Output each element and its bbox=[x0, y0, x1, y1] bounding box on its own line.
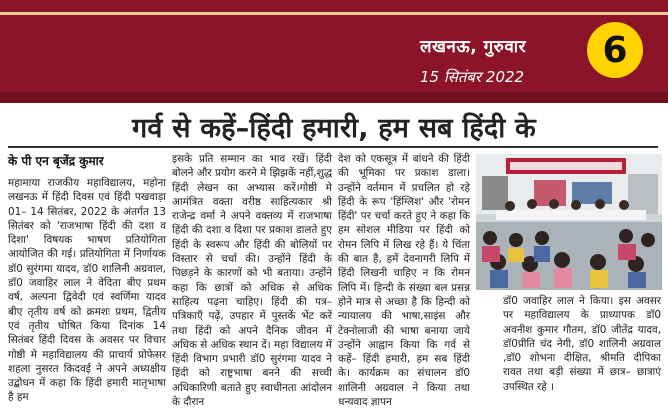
masthead-banner bbox=[0, 0, 668, 103]
article-column-1: महामाया राजकीय महाविद्यालय, महोना लखनऊ में हिंदी दिवस एवं हिंदी पखवाड़ा 01– 14 सितंबर, 2022 के अंतर्गत 13 सितंबर को 'राजभाषा हिंदी की दशा व दिशा' विषयक भाषण प्रतियोगिता आयोजित की गई। प्रतियोगिता में निर्णायक डॉ0 सुरंगमा यादव, डॉ0 शालिनी अग्रवाल, डॉ0 जवाहिर लाल ने वेदिता बीए प्रथम वर्ष, अल्पना द्विवेदी एवं स्वर्णिमा यादव बीए तृतीय वर्ष को क्रमशः प्रथम, द्वितीय एवं तृतीय घोषित किया दिनांक 14 सितंबर हिंदी दिवस के अवसर पर विचार गोष्ठी मे महाविद्यालय की प्राचार्य प्रोफेसर शहला नुसरत किदवई ने अपने अध्यक्षीय उद्बोधन में कहा कि हिंदी हमारी मातृभाषा है हम bbox=[8, 177, 166, 404]
article-column-2: इसके प्रति सम्मान का भाव रखें। हिंदी बोलने और प्रयोग करने मे झिझकें नहीं,शुद्ध हिंदी लेखन का अभ्यास करें।गोष्ठी मे आमंत्रित वक्ता वरीष्ठ साहित्यकार श्री राजेन्द्र वर्मा ने अपने वक्तव्य में राजभाषा हिंदी की दशा व दिशा पर प्रकाश डालते हुए हिंदी के स्वरूप और हिंदी की बोलियों पर विस्तार से चर्चा की। उन्होंने हिंदी के पिछड़ने के कारणों को भी बताया। उन्होंने कहा कि छात्रों को अधिक से अधिक साहित्य पढ़ना चाहिए। हिंदी की पत्र– पत्रिकाएँ पढ़ें, उपहार में पुस्तकें भेंट करें तथा हिंदी को अपने दैनिक जीवन में अधिक से अधिक स्थान दें। महा विद्यालय में हिंदी विभाग प्रभारी डॉ0 सुरंगमा यादव ने हिंदी को राष्ट्रभाषा बनने की सच्ची अधिकारिणी बताते हुए स्वाधीनता आंदोलन के दौरान bbox=[172, 153, 332, 409]
article-column-3: देश को एकसूत्र में बांधने की हिंदी की भूमिका पर प्रकाश डाला। उन्होंने वर्तमान में प्रचलित हो रहे हिंदी के रूप 'हिंग्लिश' और 'रोमन हिंदी' पर चर्चा करते हुए ने कहा कि हम सोशल मीडिया पर हिंदी को रोमन लिपि में लिख रहे हैं। ये चिंता की बात है, हमें देवनागरी लिपि में हिंदी लिखनी चाहिए न कि रोमन लिपि में। हिन्दी के संख्या बल प्रसन्न होने मात्र से अच्छा है कि हिन्दी को न्यायालय की भाषा,साइंस और टेक्नोलाजी की भाषा बनाया जाये उन्होंने आह्वान किया कि गर्व से कहें– हिंदी हमारी, हम सब हिंदी के। कार्यक्रम का संचालन डॉ0 शालिनी अग्रवाल ने किया तथा धन्यवाद ज्ञापन bbox=[338, 153, 470, 409]
article-byline: के पी एन बृजेंद्र कुमार bbox=[8, 154, 104, 168]
masthead-date: 15 सितंबर 2022 bbox=[420, 68, 525, 86]
article-headline: गर्व से कहें–हिंदी हमारी, हम सब हिंदी के bbox=[131, 113, 536, 144]
masthead-city-day: लखनऊ, गुरुवार bbox=[420, 37, 527, 57]
masthead-bottom-band bbox=[0, 92, 668, 103]
masthead-dateline bbox=[420, 34, 570, 87]
headline-rule bbox=[8, 146, 658, 148]
article-column-4: डॉ0 जवाहिर लाल ने किया। इस अवसर पर महाविद्यालय के प्राध्यापक डॉ0 अवनीश कुमार गौतम, डॉ0 जीतेंद्र यादव, डॉ0प्रीति चंद नेगी, डॉ0 शालिनी अग्रवाल ,डॉ0 शोभना दीक्षित, श्रीमति दीपिका रावत तथा बड़ी संख्या में छात्र– छात्राएं उपस्थित रहे । bbox=[503, 295, 661, 393]
page-number-badge bbox=[587, 22, 643, 78]
page-number: 6 bbox=[602, 29, 628, 71]
masthead-stripe bbox=[0, 12, 668, 15]
event-photo bbox=[476, 154, 662, 290]
event-photo-illustration bbox=[476, 154, 662, 290]
